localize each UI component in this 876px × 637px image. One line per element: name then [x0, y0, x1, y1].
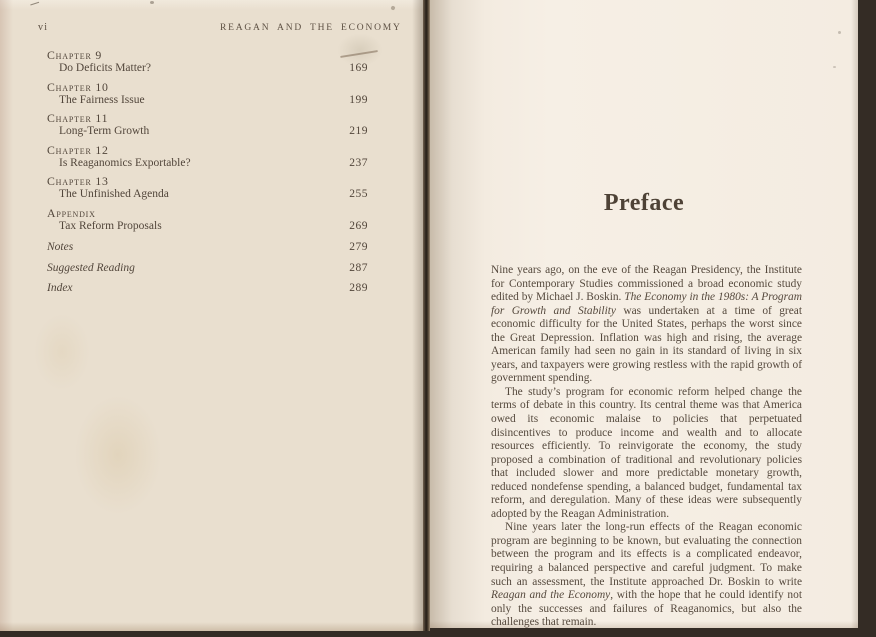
toc-row: [47, 280, 368, 297]
preface-title: Preface: [603, 190, 685, 216]
toc-page-number: 169: [349, 62, 368, 74]
toc-title: The Unfinished Agenda: [59, 188, 169, 200]
toc-chapter-label: Chapter 9: [47, 48, 103, 62]
toc-title: Tax Reform Proposals: [59, 219, 162, 232]
toc-page-number: 255: [349, 188, 368, 200]
preface-body: [491, 264, 802, 630]
left-page: [0, 0, 423, 631]
toc-entry: [47, 48, 368, 76]
toc-row: [47, 157, 368, 171]
toc-title: Index: [47, 282, 73, 294]
toc-row: [47, 125, 368, 139]
toc-title: The Fairness Issue: [59, 93, 145, 106]
paragraph-text: Nine years later the long-run effects of the Reagan economic program are beginning to be known, but evaluating the connection between the program and its effects is a complicated endeavor, requiring a balanced perspective and careful judgment. To make such an assessment, the Institute approached Dr. Boskin to write: [491, 521, 802, 588]
running-header: REAGAN AND THE ECONOMY: [220, 23, 402, 33]
toc-page-number: 287: [349, 261, 368, 274]
preface-paragraph: [491, 521, 802, 629]
scan-artifact-dot: [390, 5, 395, 10]
toc-row: [47, 260, 368, 277]
toc-row: [47, 94, 368, 108]
scan-artifact-squiggle: [30, 2, 40, 10]
paragraph-text: The study’s program for economic reform helped change the terms of debate in this country. Its central theme was that America owed its economic malaise to policies that perpetuated disincentives to produce income and wealth and to allocate resources efficiently. To reinvigorate the economy, the study proposed a combination of traditional and revolutionary policies that included slower and more predictable monetary growth, reduced nondefense spending, a balanced budget, fundamental tax reform, and deregulation. Many of these ideas were subsequently adopted by the Reagan Administration.: [491, 385, 802, 520]
toc-page-number: 279: [349, 241, 368, 253]
toc-title: Long-Term Growth: [59, 125, 150, 137]
toc-title: Suggested Reading: [47, 261, 135, 274]
preface-paragraph: [491, 264, 802, 386]
toc-page-number: 219: [349, 125, 368, 137]
toc-entry: [47, 260, 368, 277]
toc-entry: [47, 206, 368, 234]
folio-number: vi: [38, 22, 49, 33]
toc-chapter-label: Appendix: [47, 205, 96, 220]
toc-row: [47, 239, 368, 256]
toc-chapter-label: Chapter 10: [47, 79, 109, 94]
toc-entry: [47, 174, 368, 202]
toc-title: Is Reaganomics Exportable?: [59, 156, 191, 169]
toc-page-number: 199: [349, 93, 368, 106]
scan-artifact-speck: [833, 66, 836, 68]
book-title-italic: The Economy in the 1980s: A Program for Growth and Stability: [491, 291, 802, 317]
toc-chapter-label: Chapter 11: [47, 111, 109, 125]
toc-page-number: 269: [349, 219, 368, 232]
toc-entry: [47, 143, 368, 171]
toc-entry: [47, 80, 368, 108]
toc-chapter-label: Chapter 13: [47, 174, 109, 188]
toc-title: Notes: [47, 241, 74, 253]
scan-artifact-speck: [838, 31, 841, 34]
scan-artifact-dot: [150, 1, 154, 4]
toc-entry: [47, 239, 368, 256]
toc-row: [47, 62, 368, 76]
book-title-italic: Reagan and the Economy: [491, 589, 611, 602]
book-gutter: [423, 0, 430, 631]
preface-paragraph: [491, 386, 802, 521]
toc-chapter-label: Chapter 12: [47, 142, 109, 157]
toc-entry: [47, 280, 368, 297]
table-of-contents: [47, 48, 368, 301]
paragraph-text: , with the hope that he could identify not only the successes and failures of Reaganomics, but also the challenges that remain.: [491, 589, 802, 629]
paragraph-text: was undertaken at a time of great economic difficulty for the United States, perhaps the worst since the Great Depression. Inflation was high and rising, the average American family had seen no gain in its standard of living in six years, and taxpayers were growing restless with the rapid growth of government spending.: [491, 304, 802, 385]
toc-entry: [47, 111, 368, 139]
paragraph-text: Nine years ago, on the eve of the Reagan Presidency, the Institute for Contemporary Studies commissioned a broad economic study edited by Michael J. Boskin.: [491, 264, 802, 304]
right-page: [430, 0, 858, 628]
toc-page-number: 237: [349, 156, 368, 169]
toc-row: [47, 188, 368, 202]
toc-row: [47, 220, 368, 234]
toc-title: Do Deficits Matter?: [59, 62, 151, 74]
toc-page-number: 289: [349, 282, 368, 294]
